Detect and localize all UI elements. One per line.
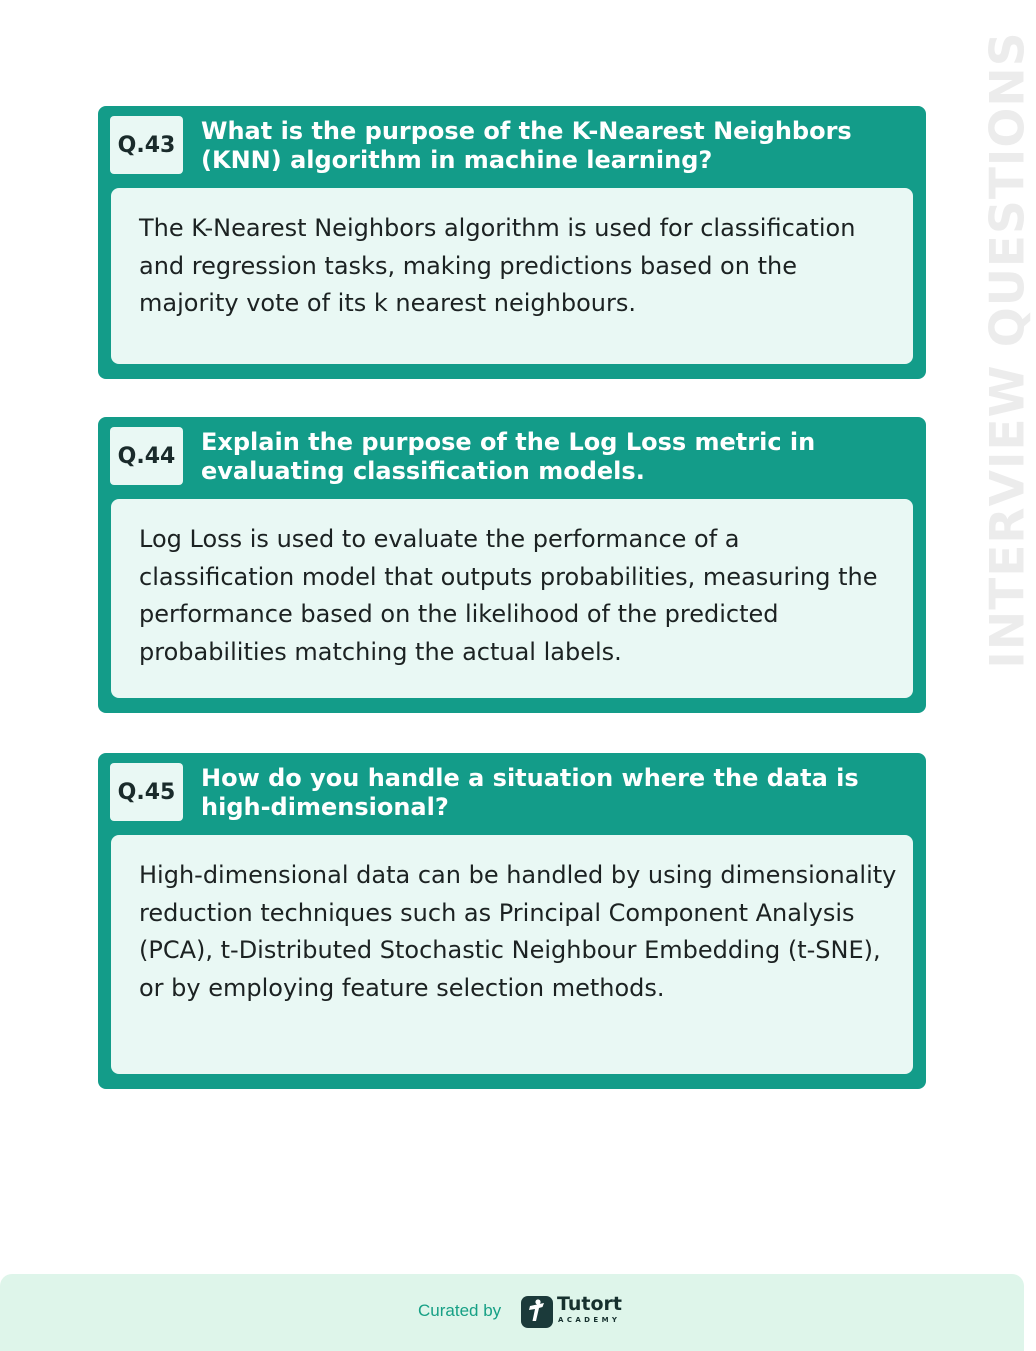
question-card-45 bbox=[98, 753, 926, 1089]
question-card-43 bbox=[98, 106, 926, 379]
side-label: INTERVIEW QUESTIONS bbox=[980, 31, 1036, 669]
tutort-logo-icon bbox=[521, 1296, 553, 1328]
brand-sub: ACADEMY bbox=[558, 1316, 621, 1324]
question-text: Explain the purpose of the Log Loss metric in evaluating classification models. bbox=[201, 428, 816, 485]
question-card-44 bbox=[98, 417, 926, 713]
curated-by-label: Curated by bbox=[418, 1301, 502, 1320]
answer-text: The K-Nearest Neighbors algorithm is used for classification and regression tasks, making predictions based on the majority vote of its k nearest neighbours. bbox=[111, 188, 913, 364]
brand-name: Tutort bbox=[557, 1293, 622, 1315]
question-text: What is the purpose of the K-Nearest Neighbors (KNN) algorithm in machine learning? bbox=[201, 117, 852, 174]
footer bbox=[0, 1274, 1024, 1351]
question-number: Q.45 bbox=[110, 763, 183, 821]
question-number: Q.44 bbox=[110, 427, 183, 485]
question-text: How do you handle a situation where the data is high-dimensional? bbox=[201, 764, 859, 821]
answer-text: Log Loss is used to evaluate the performance of a classification model that outputs probabilities, measuring the performance based on the likelihood of the predicted probabilities matching the actual labels. bbox=[111, 499, 913, 698]
question-number: Q.43 bbox=[110, 116, 183, 174]
answer-text: High-dimensional data can be handled by using dimensionality reduction techniques such as Principal Component Analysis (PCA), t-Distributed Stochastic Neighbour Embedding (t-SNE), or by employing feature selection methods. bbox=[111, 835, 913, 1074]
